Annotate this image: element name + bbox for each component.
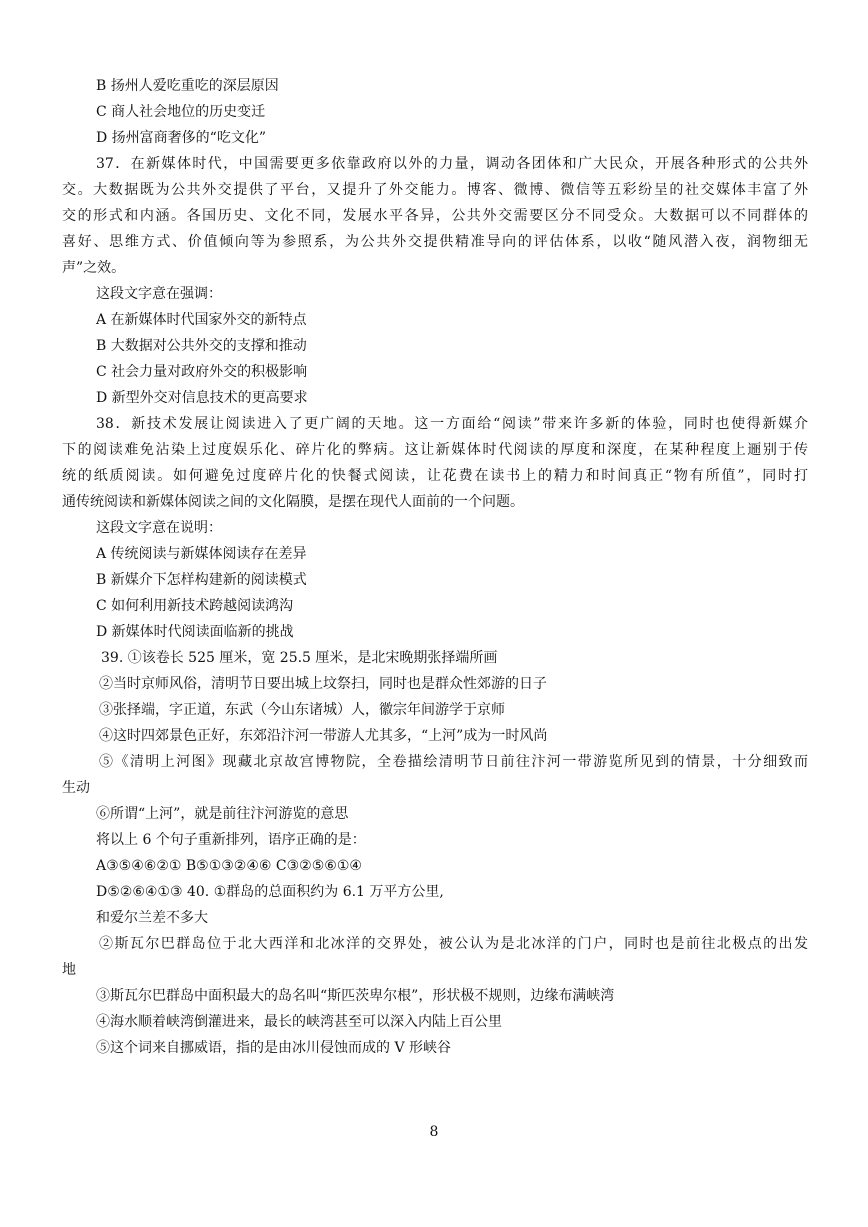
q38-option-a: A 传统阅读与新媒体阅读存在差异 — [96, 546, 307, 562]
page-number: 8 — [429, 1124, 439, 1140]
q39-sentence-2: ②当时京师风俗，清明节日要出城上坟祭扫，同时也是群众性郊游的日子 — [99, 676, 547, 692]
q37-option-a: A 在新媒体时代国家外交的新特点 — [96, 312, 307, 328]
option-b-q36: B 扬州人爱吃重吃的深层原因 — [96, 78, 279, 94]
q37-text-line: 喜好、思维方式、价值倾向等为参照系，为公共外交提供精准导向的评估体系，以收“随风潜入夜，润物细无 — [62, 234, 808, 250]
q39-sentence-4: ④这时四郊景色正好，东郊沿汴河一带游人尤其多，“上河”成为一时风尚 — [99, 728, 548, 744]
q40-sentence-5: ⑤这个词来自挪威语，指的是由冰川侵蚀而成的 V 形峡谷 — [96, 1040, 452, 1056]
q39-sentence-5-cont: 生动 — [62, 780, 90, 796]
q38-text-line: 38．新技术发展让阅读进入了更广阔的天地。这一方面给“阅读”带来许多新的体验，同时也使得新媒介 — [96, 416, 808, 432]
q39-sentence-1: 39. ①该卷长 525 厘米，宽 25.5 厘米，是北宋晚期张择端所画 — [101, 650, 498, 666]
q38-text-line: 通传统阅读和新媒体阅读之间的文化隔膜，是摆在现代人面前的一个问题。 — [62, 494, 524, 510]
q40-sentence-4: ④海水顺着峡湾倒灌进来，最长的峡湾甚至可以深入内陆上百公里 — [96, 1014, 502, 1030]
option-c-q36: C 商人社会地位的历史变迁 — [96, 104, 266, 120]
q37-option-c: C 社会力量对政府外交的积极影响 — [96, 364, 308, 380]
q37-prompt: 这段文字意在强调： — [96, 286, 222, 302]
q37-text-line: 37．在新媒体时代，中国需要更多依靠政府以外的力量，调动各团体和广大民众，开展各种形式的公共外 — [96, 156, 808, 172]
q40-sentence-1-cont: 和爱尔兰差不多大 — [96, 910, 208, 926]
q38-text-line: 统的纸质阅读。如何避免过度碎片化的快餐式阅读，让花费在读书上的精力和时间真正“物有所值”，同时打 — [62, 468, 808, 484]
q37-text-line: 交的形式和内涵。各国历史、文化不同，发展水平各异，公共外交需要区分不同受众。大数据可以不同群体的 — [62, 208, 808, 224]
q37-text-line: 交。大数据既为公共外交提供了平台，又提升了外交能力。博客、微博、微信等五彩纷呈的社交媒体丰富了外 — [62, 182, 808, 198]
q39-prompt: 将以上 6 个句子重新排列，语序正确的是： — [96, 832, 366, 848]
q39-option-d-q40-start: D⑤②⑥④①③ 40. ①群岛的总面积约为 6.1 万平方公里, — [96, 884, 444, 900]
q38-option-c: C 如何利用新技术跨越阅读鸿沟 — [96, 598, 294, 614]
q37-text-line: 声”之效。 — [62, 260, 126, 276]
q40-sentence-2: ②斯瓦尔巴群岛位于北大西洋和北冰洋的交界处，被公认为是北冰洋的门户，同时也是前往北极点的出发 — [99, 936, 808, 952]
q39-sentence-5: ⑤《清明上河图》现藏北京故宫博物院，全卷描绘清明节日前往汴河一带游览所见到的情景，十分细致而 — [99, 754, 808, 770]
q38-prompt: 这段文字意在说明： — [96, 520, 222, 536]
q37-option-b: B 大数据对公共外交的支撑和推动 — [96, 338, 307, 354]
q38-option-d: D 新媒体时代阅读面临新的挑战 — [96, 624, 294, 640]
q40-sentence-3: ③斯瓦尔巴群岛中面积最大的岛名叫“斯匹茨卑尔根”，形状极不规则，边缘布满峡湾 — [96, 988, 615, 1004]
q38-option-b: B 新媒介下怎样构建新的阅读模式 — [96, 572, 307, 588]
q37-option-d: D 新型外交对信息技术的更高要求 — [96, 390, 308, 406]
q39-sentence-6: ⑥所谓“上河”，就是前往汴河游览的意思 — [96, 806, 349, 822]
q39-options-line: A③⑤④⑥②① B⑤①③②④⑥ C③②⑤⑥①④ — [96, 858, 362, 874]
q39-sentence-3: ③张择端，字正道，东武（今山东诸城）人，徽宗年间游学于京师 — [99, 702, 505, 718]
q40-sentence-2-cont: 地 — [62, 962, 76, 978]
option-d-q36: D 扬州富商奢侈的“吃文化” — [96, 130, 266, 146]
q38-text-line: 下的阅读难免沾染上过度娱乐化、碎片化的弊病。这让新媒体时代阅读的厚度和深度，在某种程度上逦别于传 — [62, 442, 808, 458]
